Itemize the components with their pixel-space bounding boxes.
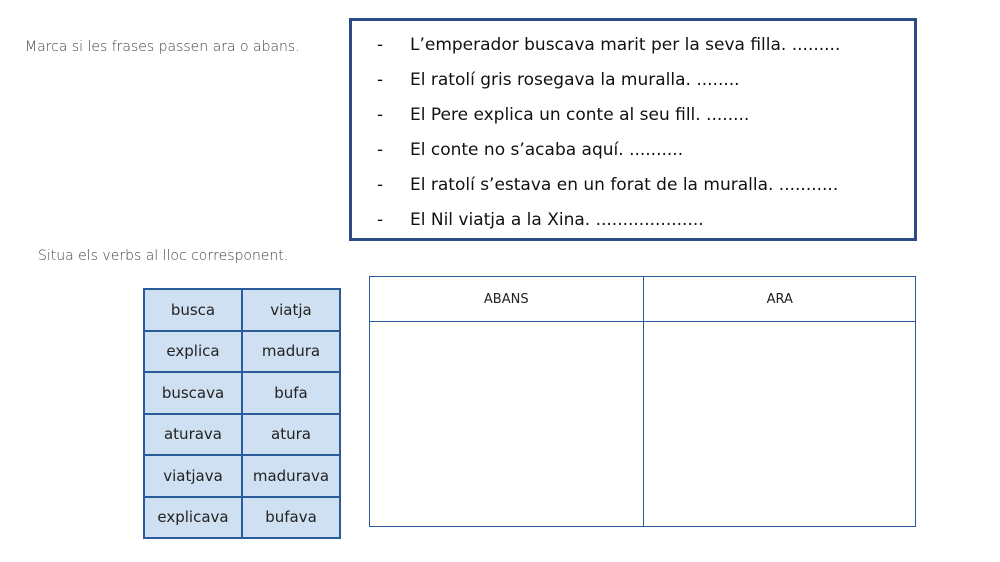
- sentence-text: El ratolí s’estava en un forat de la muralla. ...........: [410, 174, 839, 195]
- sentence-text: El Pere explica un conte al seu fill. ........: [410, 104, 750, 125]
- drop-zone-ara[interactable]: [644, 323, 917, 526]
- sentence-dash: -: [377, 139, 384, 160]
- column-abans: [370, 277, 643, 526]
- column-header-abans: ABANS: [370, 277, 643, 322]
- word-row: [144, 414, 340, 456]
- sentence-dash: -: [377, 104, 384, 125]
- sentence-dash: -: [377, 69, 384, 90]
- word-card[interactable]: madura: [242, 331, 340, 373]
- sentences-box: [349, 18, 917, 241]
- word-bank: [143, 288, 341, 539]
- sentence-text: El ratolí gris rosegava la muralla. ........: [410, 69, 740, 90]
- sorting-table: [369, 276, 916, 527]
- word-card[interactable]: aturava: [144, 414, 242, 456]
- word-card[interactable]: atura: [242, 414, 340, 456]
- instruction-sentences: Marca si les frases passen ara o abans.: [25, 39, 300, 55]
- sentence-text: L’emperador buscava marit per la seva filla. .........: [410, 34, 841, 55]
- column-header-ara: ARA: [644, 277, 917, 322]
- sentence-dash: -: [377, 209, 384, 230]
- drop-zone-abans[interactable]: [370, 323, 643, 526]
- word-card[interactable]: madurava: [242, 455, 340, 497]
- column-ara: [643, 277, 917, 526]
- word-row: [144, 497, 340, 539]
- word-card[interactable]: explica: [144, 331, 242, 373]
- sentence-dash: -: [377, 34, 384, 55]
- word-card[interactable]: busca: [144, 289, 242, 331]
- sentence-dash: -: [377, 174, 384, 195]
- word-card[interactable]: viatja: [242, 289, 340, 331]
- instruction-verbs: Situa els verbs al lloc corresponent.: [38, 248, 289, 264]
- word-row: [144, 331, 340, 373]
- word-row: [144, 372, 340, 414]
- word-card[interactable]: explicava: [144, 497, 242, 539]
- word-card[interactable]: viatjava: [144, 455, 242, 497]
- sentence-text: El Nil viatja a la Xina. ....................: [410, 209, 704, 230]
- word-card[interactable]: bufa: [242, 372, 340, 414]
- sentence-text: El conte no s’acaba aquí. ..........: [410, 139, 684, 160]
- word-card[interactable]: buscava: [144, 372, 242, 414]
- word-row: [144, 289, 340, 331]
- word-card[interactable]: bufava: [242, 497, 340, 539]
- word-row: [144, 455, 340, 497]
